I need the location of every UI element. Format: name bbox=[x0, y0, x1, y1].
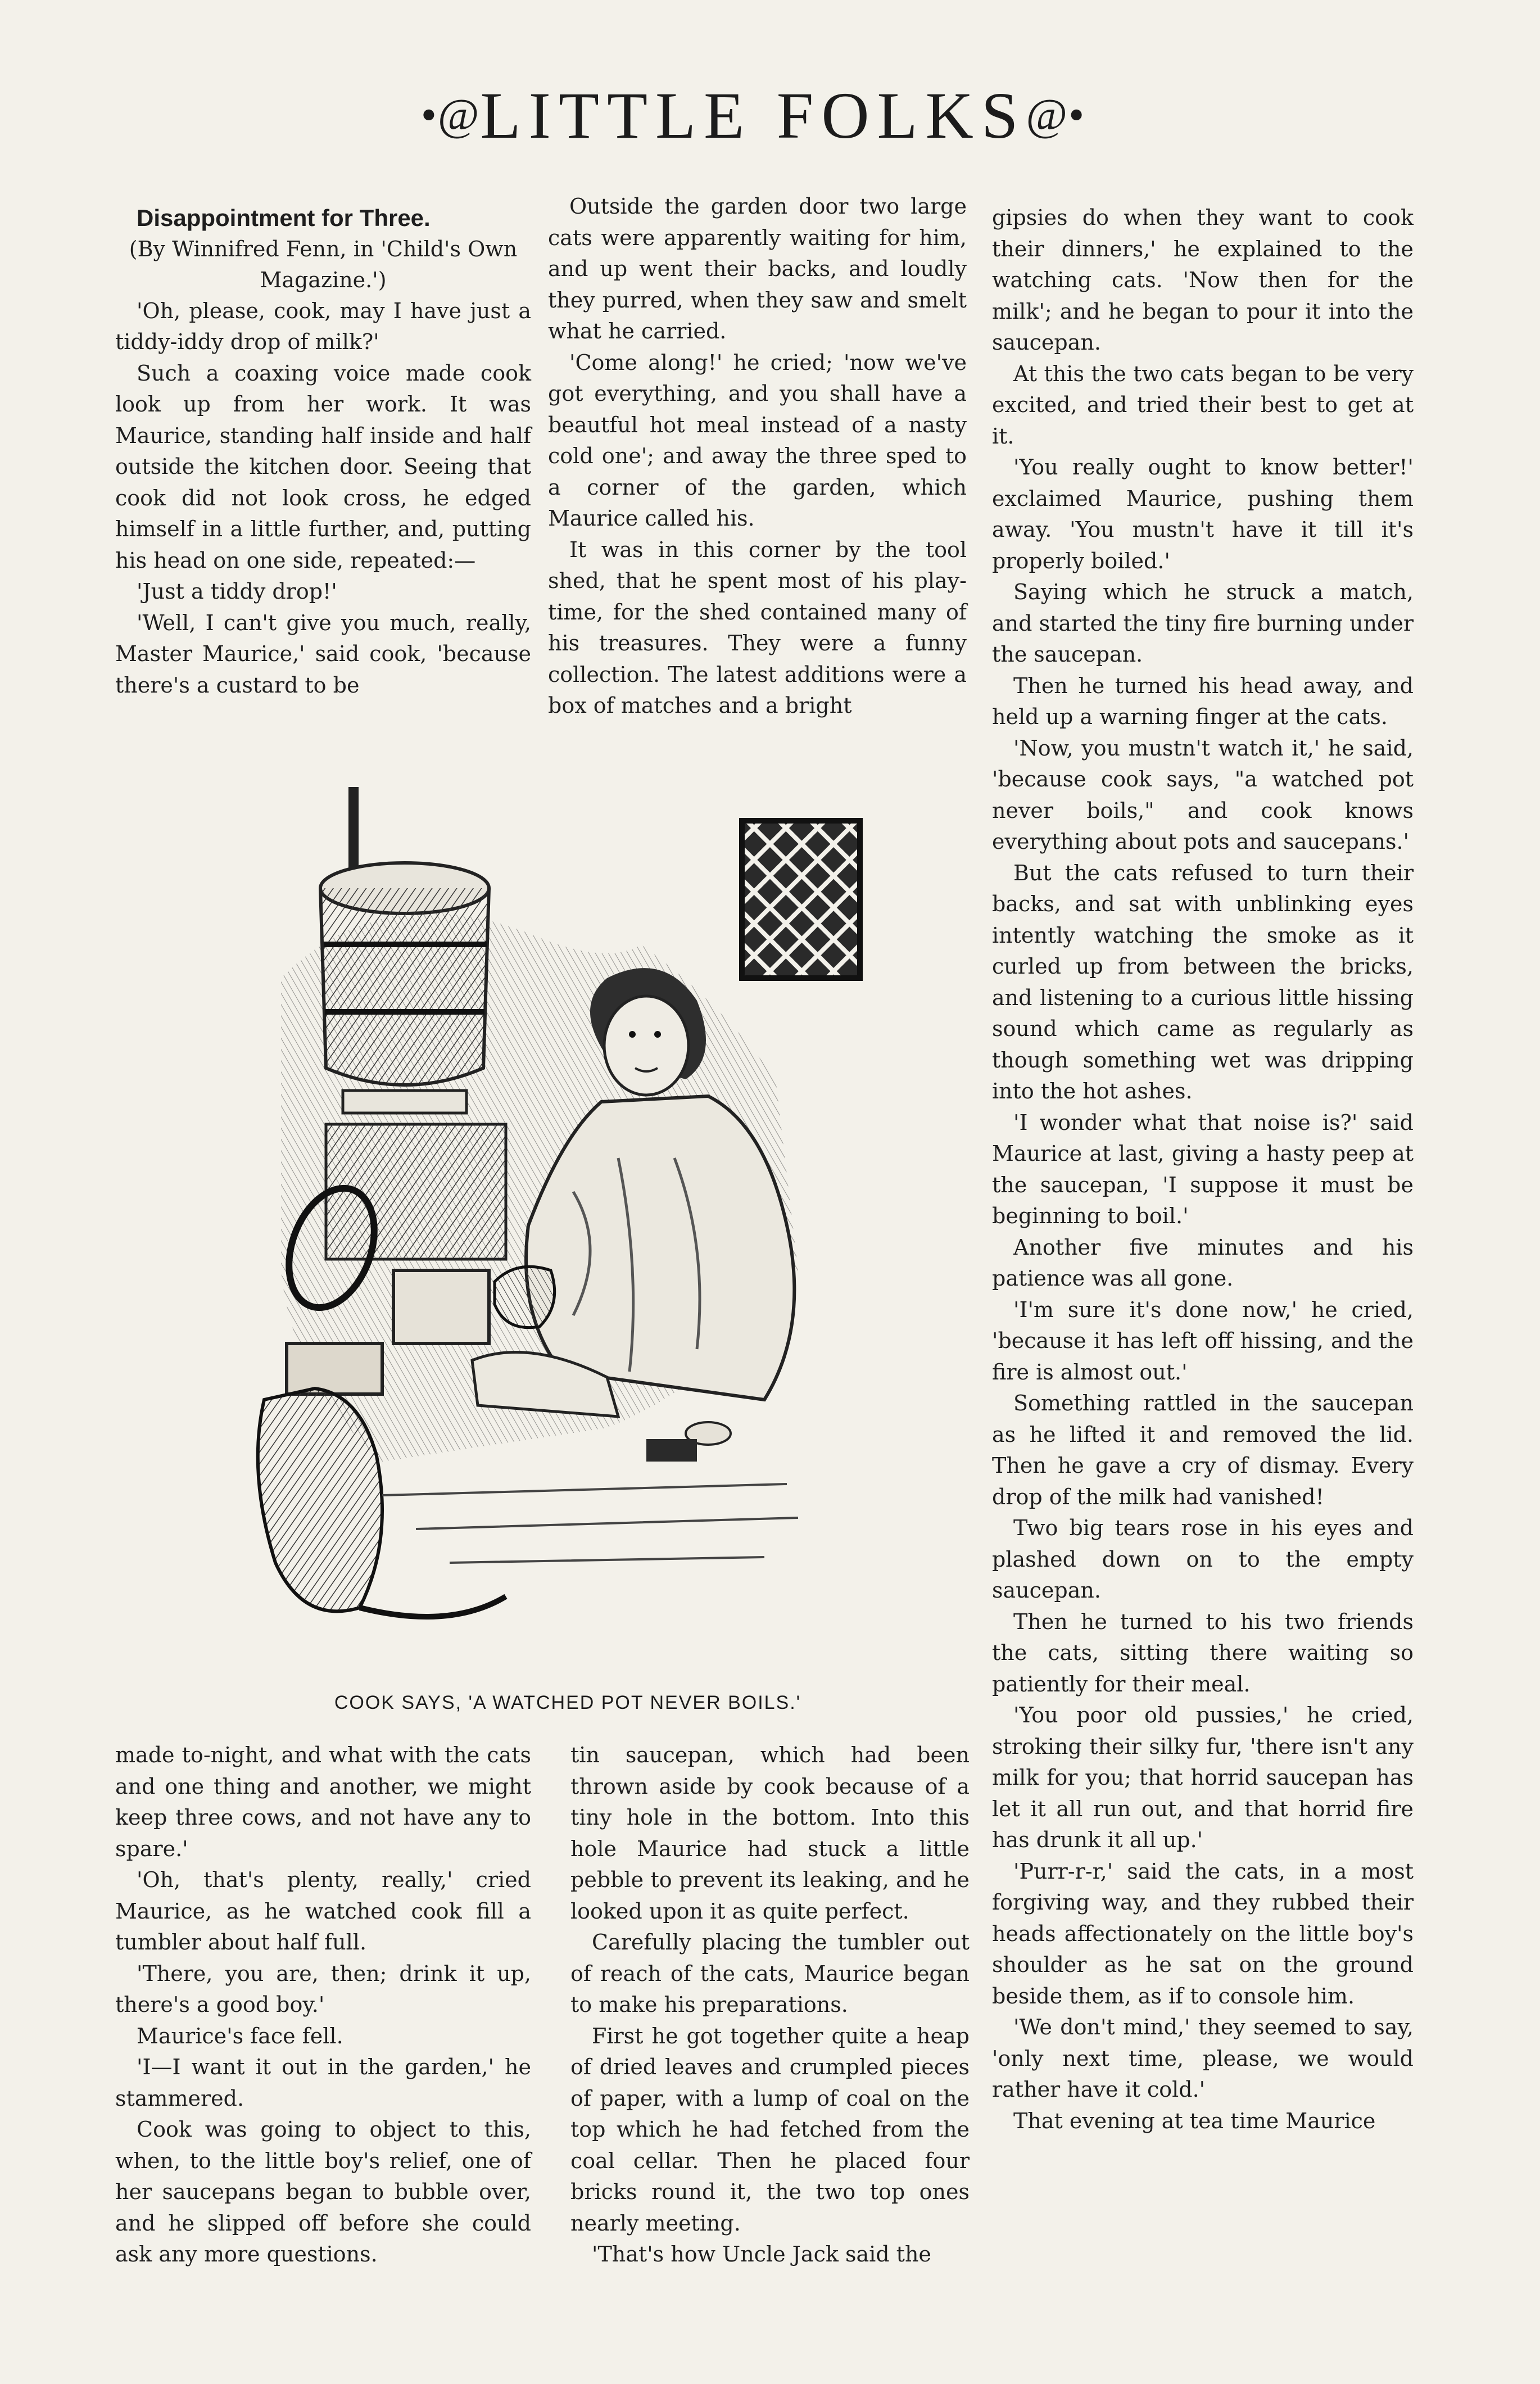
paragraph: 'Purr-r-r,' said the cats, in a most forgiving way, and they rubbed their heads affectionately on the little boy's shoulder as he sat on the ground beside them, as if to console him. bbox=[992, 1858, 1414, 2008]
column-1-bottom bbox=[115, 1740, 531, 2270]
paragraph: 'We don't mind,' they seemed to say, 'only next time, please, we would rather have it cold.' bbox=[992, 2015, 1414, 2102]
paragraph: made to-night, and what with the cats and one thing and another, we might keep three cows, and not have any to spare.' bbox=[115, 1743, 531, 1861]
paragraph: tin saucepan, which had been thrown aside by cook because of a tiny hole in the bottom. Into this hole Maurice had stuck a little pebble to prevent its leaking, and he looked upon it as quite perfect. bbox=[570, 1743, 970, 1924]
paragraph: 'Oh, please, cook, may I have just a tiddy-iddy drop of milk?' bbox=[115, 298, 531, 354]
paragraph: First he got together quite a heap of dried leaves and crumpled pieces of paper, with a lump of coal on the top which he had fetched from the coal cellar. Then he placed four bricks round it, the two top ones nearly meeting. bbox=[570, 2023, 970, 2236]
story-byline: (By Winnifred Fenn, in 'Child's Own Magazine.') bbox=[129, 236, 518, 292]
column-3 bbox=[992, 202, 1414, 2137]
paragraph: 'You poor old pussies,' he cried, stroking their silky fur, 'there isn't any milk for you; that horrid saucepan has let it all run out, and that horrid fire has drunk it all up.' bbox=[992, 1703, 1414, 1852]
paragraph: Outside the garden door two large cats were apparently waiting for him, and up went their backs, and loudly they purred, when they saw and smelt what he carried. bbox=[548, 194, 967, 343]
left-ornament: •@ bbox=[420, 91, 481, 140]
paragraph: At this the two cats began to be very excited, and tried their best to get at it. bbox=[992, 361, 1414, 449]
illustration bbox=[214, 764, 978, 1664]
paragraph: But the cats refused to turn their backs, and sat with unblinking eyes intently watching the smoke as it curled up from between the bricks, and listening to a curious little hissing sound which came as regularly as though something wet was dripping into the hot ashes. bbox=[992, 860, 1414, 1103]
matchbox bbox=[646, 1439, 697, 1462]
paragraph: Something rattled in the saucepan as he lifted it and removed the lid. Then he gave a cry of dismay. Every drop of the milk had vanished! bbox=[992, 1391, 1414, 1509]
paragraph: 'Well, I can't give you much, really, Master Maurice,' said cook, 'because there's a custard to be bbox=[115, 610, 531, 698]
paragraph: It was in this corner by the tool shed, that he spent most of his play-time, for the shed contained many of his treasures. They were a funny collection. The latest additions were a box of matches and a bright bbox=[548, 537, 967, 718]
paragraph: Cook was going to object to this, when, to the little boy's relief, one of her saucepans began to bubble over, and he slipped off before she could ask any more questions. bbox=[115, 2117, 531, 2267]
barrel-drawing bbox=[320, 787, 489, 1113]
window-drawing bbox=[742, 821, 860, 978]
column-2-top bbox=[548, 191, 967, 722]
paragraph: Two big tears rose in his eyes and plashed down on to the empty saucepan. bbox=[992, 1516, 1414, 1603]
paragraph: Carefully placing the tumbler out of reach of the cats, Maurice began to make his preparations. bbox=[570, 1930, 970, 2017]
paragraph: 'There, you are, then; drink it up, there's a good boy.' bbox=[115, 1961, 531, 2017]
paragraph: Such a coaxing voice made cook look up from her work. It was Maurice, standing half inside and half outside the kitchen door. Seeing that cook did not look cross, he edged himself in a little further, and, putting his head on one side, repeated:— bbox=[115, 360, 531, 573]
paragraph: 'You really ought to know better!' exclaimed Maurice, pushing them away. 'You mustn't have it till it's properly boiled.' bbox=[992, 455, 1414, 573]
paragraph: Saying which he struck a match, and started the tiny fire burning under the saucepan. bbox=[992, 580, 1414, 667]
paragraph: 'I wonder what that noise is?' said Maurice at last, giving a hasty peep at the saucepan, 'I suppose it must be beginning to boil.' bbox=[992, 1110, 1414, 1228]
story-title: Disappointment for Three. bbox=[137, 205, 431, 231]
right-ornament: @• bbox=[1026, 91, 1086, 140]
paragraph: Then he turned his head away, and held up a warning finger at the cats. bbox=[992, 673, 1414, 729]
masthead-text: LITTLE FOLKS bbox=[480, 79, 1026, 152]
paragraph: 'I—I want it out in the garden,' he stammered. bbox=[115, 2055, 531, 2111]
paragraph: That evening at tea time Maurice bbox=[1013, 2108, 1376, 2133]
paragraph: Then he turned to his two friends the cats, sitting there waiting so patiently for their meal. bbox=[992, 1609, 1414, 1697]
paragraph: gipsies do when they want to cook their dinners,' he explained to the watching cats. 'Now then for the milk'; and he began to pour it into the saucepan. bbox=[992, 205, 1414, 355]
paragraph: Maurice's face fell. bbox=[137, 2023, 343, 2048]
paragraph: 'Oh, that's plenty, really,' cried Maurice, as he watched cook fill a tumbler about half full. bbox=[115, 1867, 531, 1955]
column-2-bottom bbox=[570, 1740, 970, 2270]
paragraph: 'That's how Uncle Jack said the bbox=[592, 2242, 931, 2267]
masthead-title bbox=[315, 79, 1192, 152]
paragraph: 'Just a tiddy drop!' bbox=[137, 579, 337, 604]
column-1-top bbox=[115, 202, 531, 701]
paragraph: 'Now, you mustn't watch it,' he said, 'because cook says, "a watched pot never boils," and cook knows everything about pots and saucepans.' bbox=[992, 735, 1414, 854]
illustration-caption: COOK SAYS, 'A WATCHED POT NEVER BOILS.' bbox=[334, 1692, 801, 1713]
paragraph: 'Come along!' he cried; 'now we've got everything, and you shall have a beautful hot meal instead of a nasty cold one'; and away the three sped to a corner of the garden, which Maurice called his. bbox=[548, 350, 967, 531]
paragraph: 'I'm sure it's done now,' he cried, 'because it has left off hissing, and the fire is almost out.' bbox=[992, 1297, 1414, 1385]
paragraph: Another five minutes and his patience was all gone. bbox=[992, 1234, 1414, 1291]
ground-lines bbox=[382, 1484, 798, 1563]
